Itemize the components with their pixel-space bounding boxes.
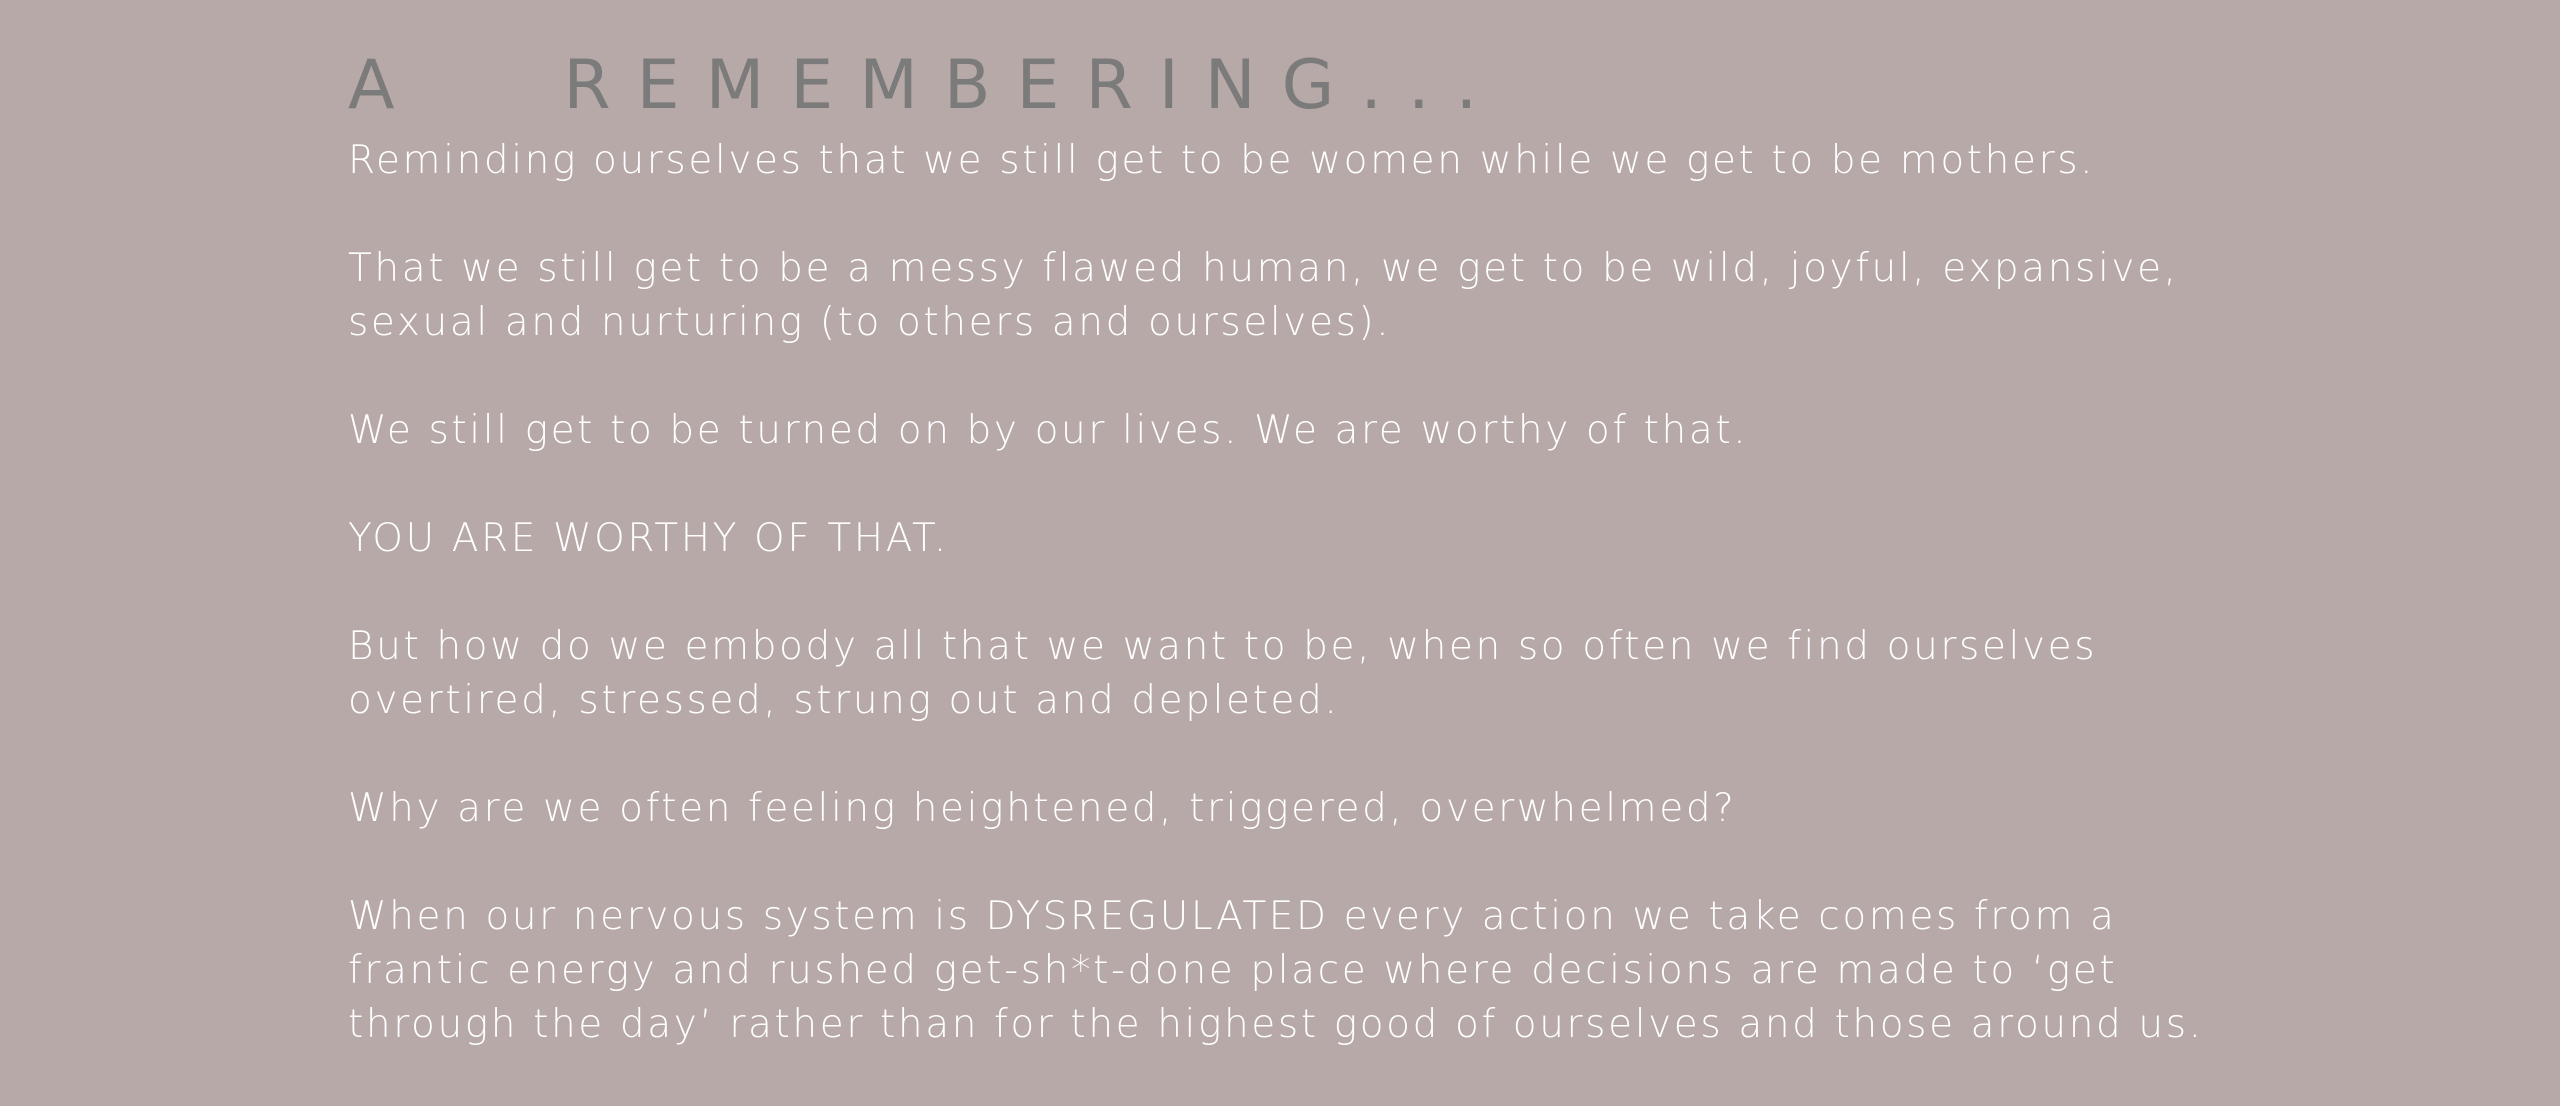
paragraph-women-mothers bbox=[348, 134, 2468, 188]
paragraph-line: frantic energy and rushed get-sh*t-done place where decisions are made to ‘get bbox=[348, 948, 2118, 993]
paragraph-you-are-worthy bbox=[348, 512, 2468, 566]
paragraph-line: We still get to be turned on by our lives. We are worthy of that. bbox=[348, 408, 1749, 453]
paragraph-line: That we still get to be a messy flawed human, we get to be wild, joyful, expansive, bbox=[348, 246, 2179, 291]
paragraph-turned-on bbox=[348, 404, 2468, 458]
page-content bbox=[348, 40, 2468, 1106]
paragraph-line: Why are we often feeling heightened, triggered, overwhelmed? bbox=[348, 786, 1737, 831]
paragraph-messy-human bbox=[348, 242, 2468, 350]
paragraph-line: But how do we embody all that we want to be, when so often we find ourselves bbox=[348, 624, 2098, 669]
paragraph-embody bbox=[348, 620, 2468, 728]
page-title: A REMEMBERING... bbox=[348, 46, 1504, 125]
paragraph-heightened bbox=[348, 782, 2468, 836]
paragraph-line: YOU ARE WORTHY OF THAT. bbox=[348, 516, 949, 561]
paragraph-line: overtired, stressed, strung out and depleted. bbox=[348, 678, 1340, 723]
paragraph-line: When our nervous system is DYSREGULATED every action we take comes from a bbox=[348, 894, 2117, 939]
paragraph-line: Reminding ourselves that we still get to be women while we get to be mothers. bbox=[348, 138, 2096, 183]
paragraph-line: through the day’ rather than for the highest good of ourselves and those around us. bbox=[348, 1002, 2204, 1047]
paragraph-line: sexual and nurturing (to others and ourselves). bbox=[348, 300, 1392, 345]
paragraph-dysregulated bbox=[348, 890, 2468, 1052]
